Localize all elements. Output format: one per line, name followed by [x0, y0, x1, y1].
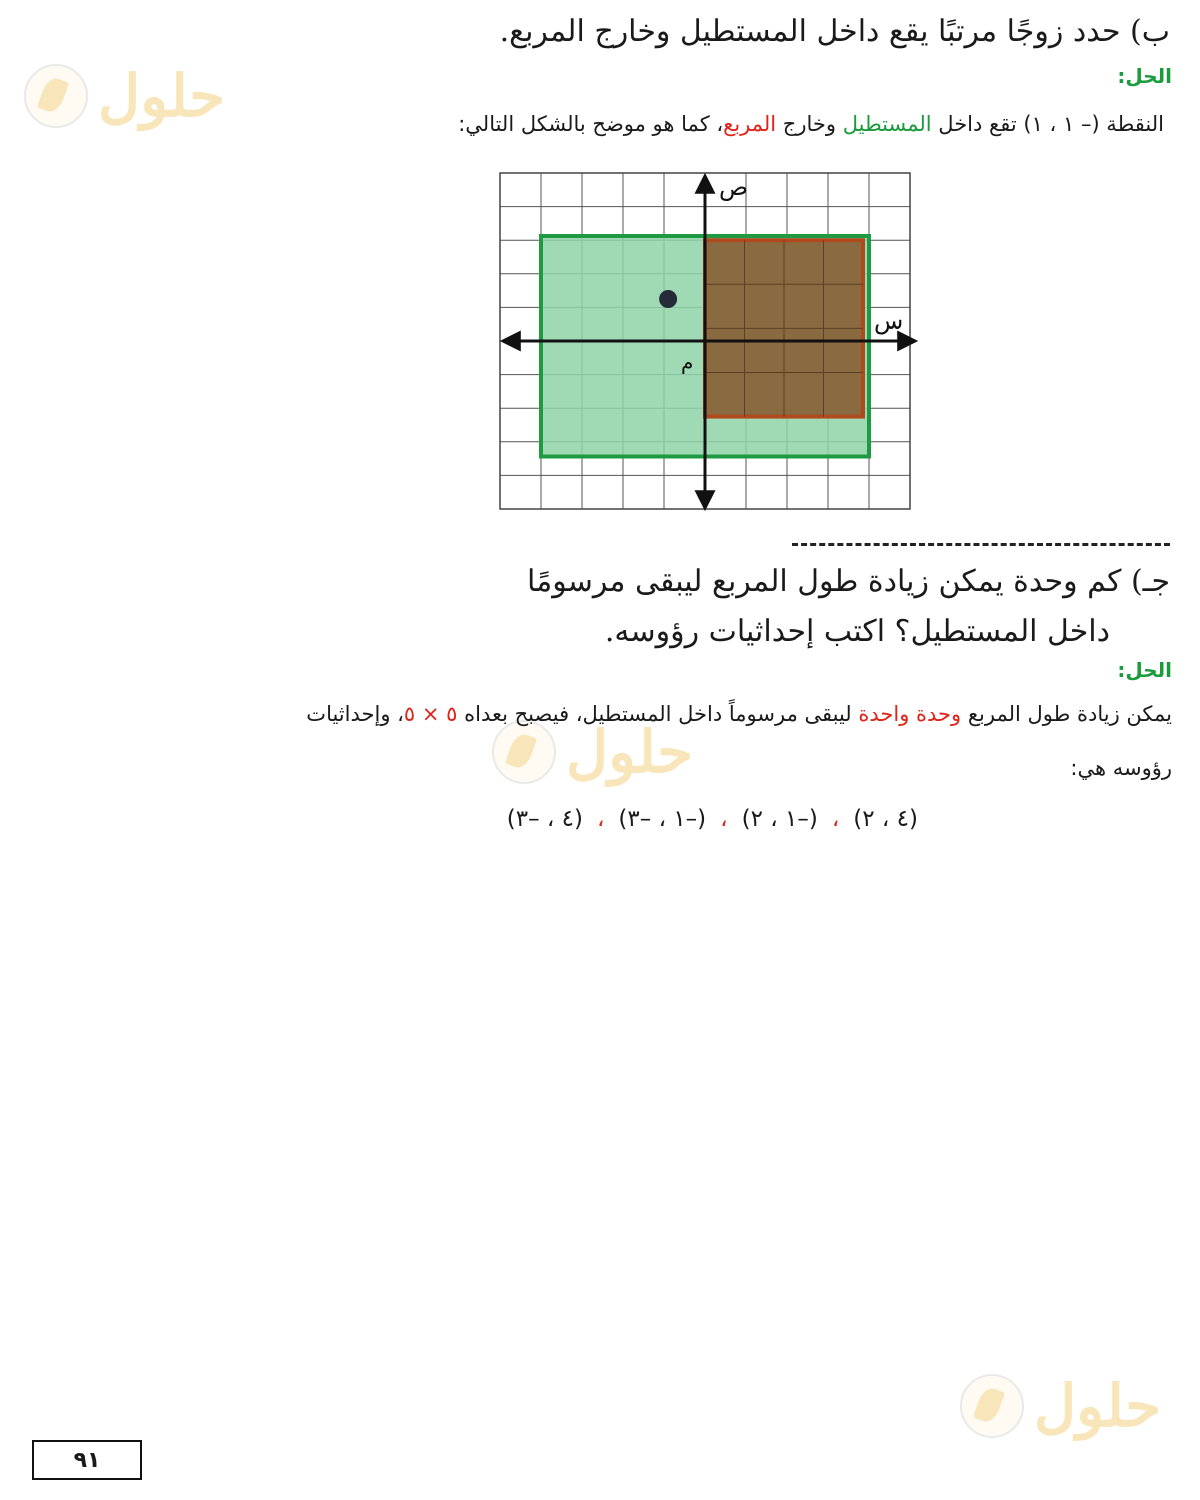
watermark-logo-bottom	[960, 1372, 1161, 1440]
coordinate-grid-figure	[490, 165, 920, 525]
ordered-pair-point	[659, 290, 677, 308]
separator: ،	[720, 806, 728, 832]
logo-text: حلول	[98, 62, 226, 130]
vertex-4: (٤ ، –٣)	[506, 806, 583, 832]
part-b-answer	[458, 112, 1164, 136]
logo-book-icon	[492, 720, 556, 784]
part-c-answer-line1	[306, 702, 1172, 726]
dimensions-highlight: ٥ × ٥	[403, 702, 458, 726]
part-c-solution-label: الحل:	[1117, 658, 1172, 682]
part-c-answer-line2: رؤوسه هي:	[1070, 756, 1172, 780]
logo-book-icon	[960, 1374, 1024, 1438]
answer-prefix: يمكن زيادة طول المربع	[961, 702, 1172, 726]
part-c-question-line2: داخل المستطيل؟ اكتب إحداثيات رؤوسه.	[604, 614, 1110, 649]
logo-book-icon	[24, 64, 88, 128]
logo-text: حلول	[1034, 1372, 1162, 1440]
answer-middle: وخارج	[776, 112, 843, 136]
answer-prefix: النقطة (– ١ ، ١) تقع داخل	[931, 112, 1164, 136]
part-b-solution-label: الحل:	[1117, 64, 1172, 88]
part-c-question-line1: جـ) كم وحدة يمكن زيادة طول المربع ليبقى مرسومًا	[527, 564, 1170, 599]
vertex-3: (–١ ، –٣)	[618, 806, 707, 832]
section-divider	[792, 543, 1170, 546]
vertex-1: (٤ ، ٢)	[853, 806, 918, 832]
vertex-2: (–١ ، ٢)	[741, 806, 818, 832]
one-unit-highlight: وحدة واحدة	[858, 702, 962, 726]
answer-suffix: ، كما هو موضح بالشكل التالي:	[458, 112, 724, 136]
origin-label: م	[681, 350, 694, 374]
part-b-question: ب) حدد زوجًا مرتبًا يقع داخل المستطيل وخارج المربع.	[499, 14, 1170, 49]
y-axis-label: ص	[719, 173, 749, 201]
page-number: ٩١	[32, 1440, 142, 1480]
answer-middle: ليبقى مرسوماً داخل المستطيل، فيصبح بعداه	[457, 702, 859, 726]
x-axis-label: س	[874, 307, 904, 335]
rectangle-word: المستطيل	[842, 112, 932, 136]
separator: ،	[596, 806, 605, 832]
answer-suffix: ، وإحداثيات	[306, 702, 404, 726]
logo-text: حلول	[566, 718, 694, 786]
watermark-logo-middle	[492, 718, 693, 786]
watermark-logo-top	[24, 62, 225, 130]
separator: ،	[831, 806, 840, 832]
vertices-list	[507, 806, 918, 832]
square-word: المربع	[723, 112, 777, 136]
